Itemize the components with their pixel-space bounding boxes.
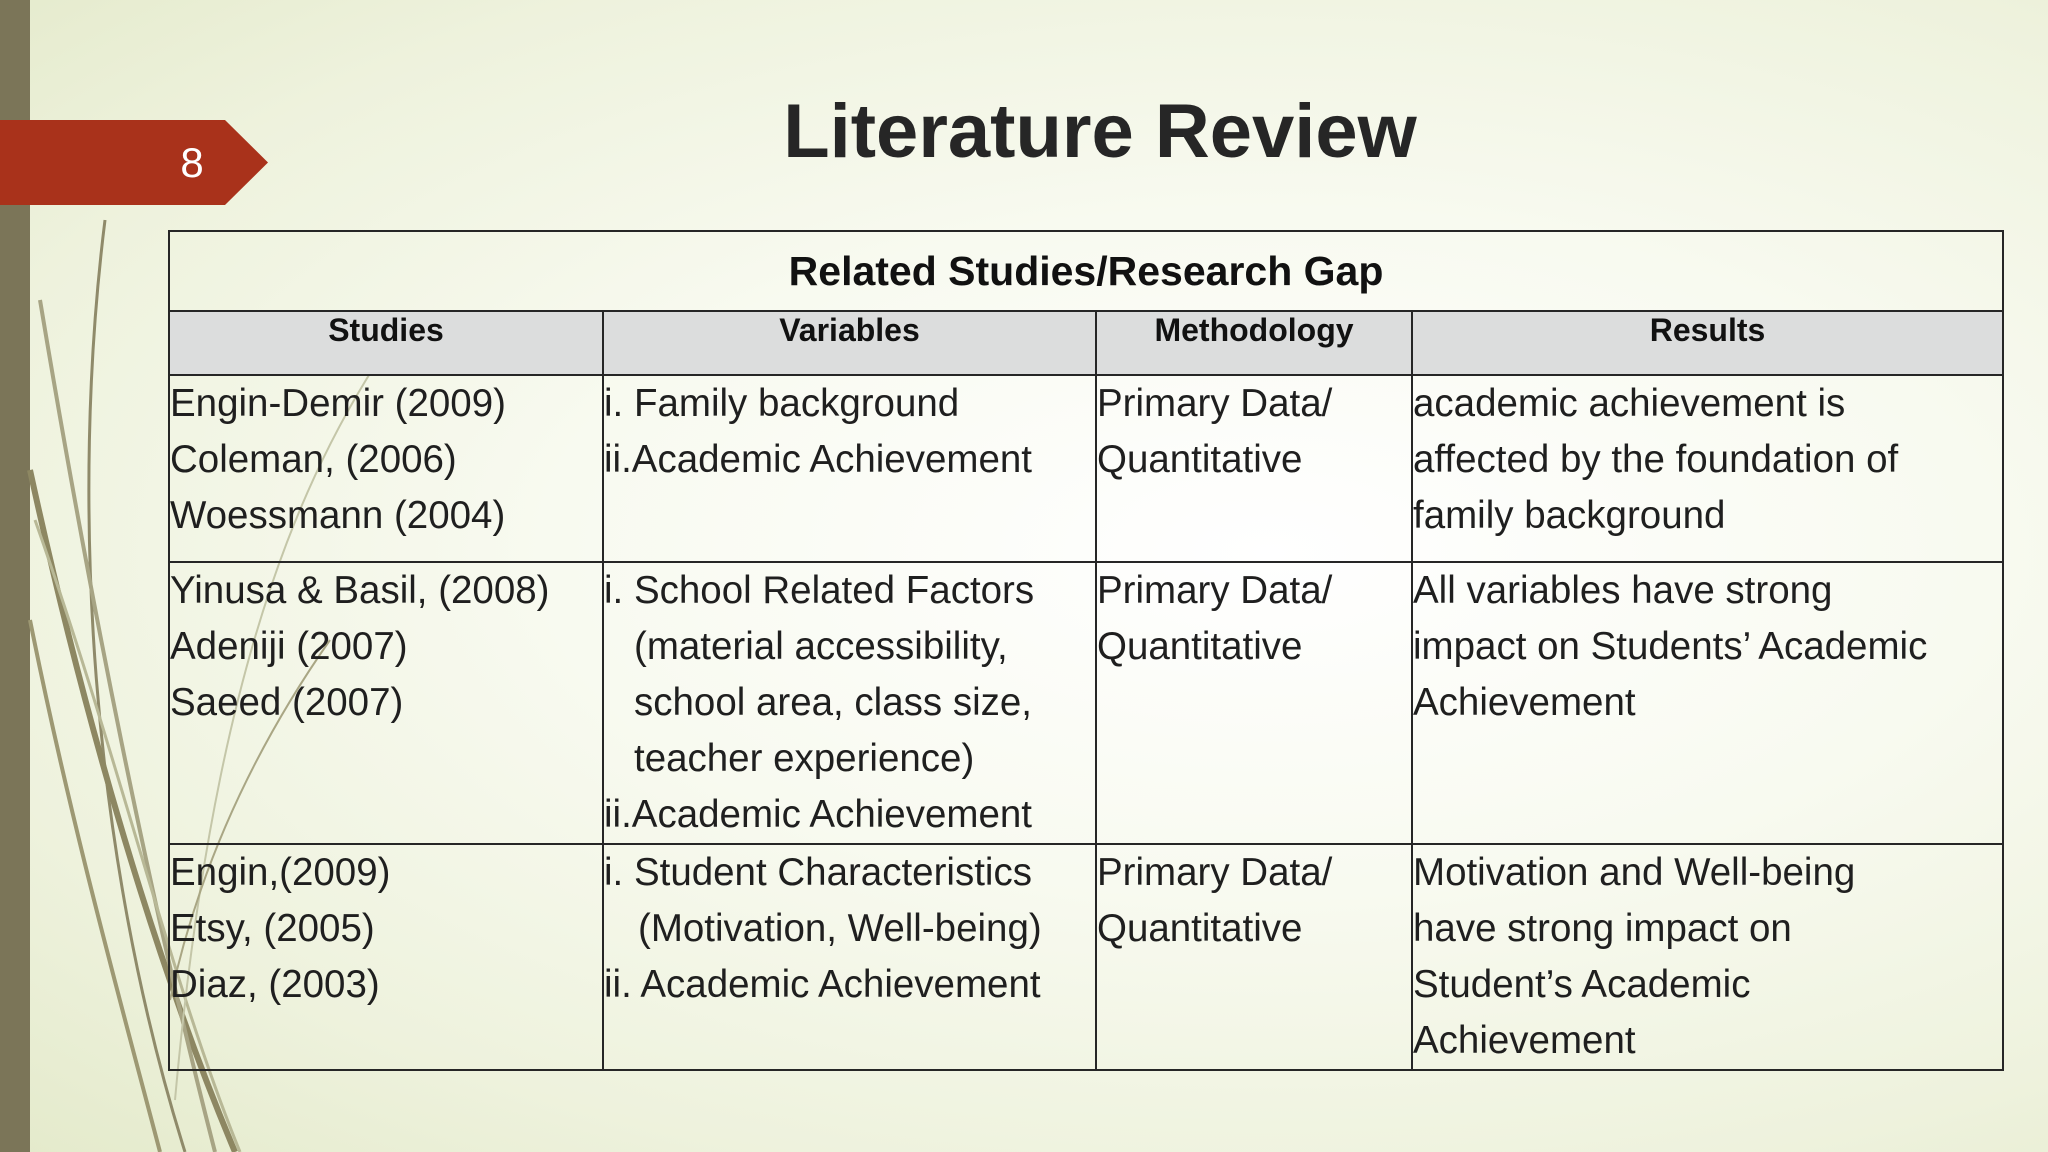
table-row [169,375,2003,562]
results-line: family background [1413,494,1726,537]
variable-detail: teacher experience) [634,737,975,780]
methodology-line: Primary Data/ [1097,569,1333,612]
variable-detail: (material accessibility, [634,625,1008,668]
column-header-variables: Variables [603,311,1096,375]
study-citation: Coleman, (2006) [170,438,457,481]
results-line: affected by the foundation of [1413,438,1899,481]
related-studies-table [168,230,2004,1071]
methodology-line: Quantitative [1097,907,1303,950]
studies-cell [169,844,603,1070]
results-cell [1412,562,2003,844]
variable-item: i. School Related Factors [604,569,1035,612]
results-line: Achievement [1413,1019,1636,1062]
methodology-line: Primary Data/ [1097,851,1333,894]
studies-cell [169,562,603,844]
methodology-cell [1096,562,1412,844]
study-citation: Woessmann (2004) [170,494,506,537]
variable-detail: school area, class size, [634,681,1033,724]
variable-item: ii. Academic Achievement [604,963,1041,1006]
variable-detail: (Motivation, Well-being) [638,907,1042,950]
methodology-line: Quantitative [1097,438,1303,481]
slide-number-tab [0,120,268,205]
results-line: have strong impact on [1413,907,1792,950]
results-cell [1412,844,2003,1070]
slide-number: 8 [180,139,204,186]
column-header-results: Results [1412,311,2003,375]
study-citation: Etsy, (2005) [170,907,375,950]
variable-item: i. Student Characteristics [604,851,1032,894]
variables-cell [603,375,1096,562]
study-citation: Yinusa & Basil, (2008) [170,569,550,612]
results-line: academic achievement is [1413,382,1846,425]
variables-cell [603,844,1096,1070]
variable-item: ii.Academic Achievement [604,438,1032,481]
study-citation: Adeniji (2007) [170,625,408,668]
methodology-cell [1096,844,1412,1070]
column-header-methodology: Methodology [1096,311,1412,375]
table-caption: Related Studies/Research Gap [169,231,2003,311]
variable-item: i. Family background [604,382,960,425]
table-row [169,844,2003,1070]
results-line: Student’s Academic [1413,963,1751,1006]
methodology-line: Primary Data/ [1097,382,1333,425]
studies-cell [169,375,603,562]
methodology-cell [1096,375,1412,562]
results-line: Achievement [1413,681,1636,724]
results-cell [1412,375,2003,562]
slide-title: Literature Review [783,89,1417,174]
study-citation: Engin-Demir (2009) [170,382,506,425]
results-line: impact on Students’ Academic [1413,625,1928,668]
table-row [169,562,2003,844]
variable-item: ii.Academic Achievement [604,793,1032,836]
variables-cell [603,562,1096,844]
results-line: All variables have strong [1413,569,1833,612]
results-line: Motivation and Well-being [1413,851,1856,894]
study-citation: Engin,(2009) [170,851,391,894]
column-header-studies: Studies [169,311,603,375]
study-citation: Saeed (2007) [170,681,404,724]
methodology-line: Quantitative [1097,625,1303,668]
study-citation: Diaz, (2003) [170,963,380,1006]
